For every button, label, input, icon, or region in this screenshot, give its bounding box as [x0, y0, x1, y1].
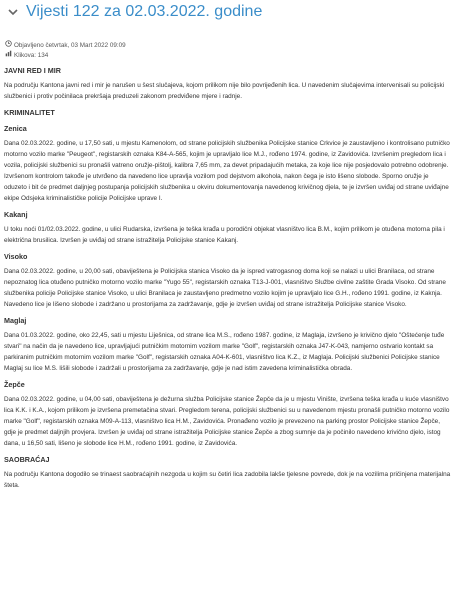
article-body — [4, 66, 452, 491]
section-heading-kriminalitet: KRIMINALITET — [4, 108, 55, 117]
hits-row — [4, 50, 452, 60]
paragraph-zenica: Dana 02.03.2022. godine, u 17,50 sati, u mjestu Kamenolom, od strane policijskih službenika Policijske stanice Crkvice je zaustavljeno i kontrolisano putničko motorno vozilo marke "Peugeot", registarskih oznaka K84-A-565, kojim je upravljalo lice M.J., rođeno 1974. godine, iz Zavidovića. Izvršenim pregledom lica i vozila, policijski službenici su pronašli vatreno oružje-pištolj, kalibra 7,65 mm, za devet pripadajućih metaka, za koje lice nije posjedovalo potrebno odobrenje. Izvršenom kontrolom takođe je utvrđeno da navedeno lice upravlja vozilom pod dejstvom alkohola, nakon čega je isto lišeno slobode. Sporno oružje je oduzeto i bit će predmet daljnjeg postupanja policijskih službenika u okviru dokumentovanja navedenog krivičnog djela, te je izvršen uviđaj od strane uviđajne ekipe Odsjeka kriminalističke policije Policijske uprave I. — [4, 140, 450, 202]
paragraph-saobracaj: Na području Kantona dogodilo se trinaest saobraćajnih nezgoda u kojim su četiri lica zadobila lakše tjelesne povrede, dok je na vozilima pričinjena materijalna šteta. — [4, 471, 451, 489]
published-date: Objavljeno četvrtak, 03 Mart 2022 09:09 — [14, 42, 126, 49]
paragraph-maglaj: Dana 01.03.2022. godine, oko 22,45, sati u mjestu Liješnica, od strane lica M.S., rođeno 1987. godine, iz Maglaja, izvršeno je krivično djelo "Oštećenje tuđe stvari" na način da je navedeno lice, upravljajući putničkim motornim vozilom marke "Golf", registarskih oznaka J47-K-043, namjerno ostvario kontakt sa parkiranim putničkim motornim vozilom marke "Golf", registarskih oznaka A04-K-601, vlasništvo lica K.Z., iz Maglaja. Policijski službenici Policijske stanice Maglaj su lice M.S. lišili slobode i zadržali u prostorijama za zadržavanje, gdje je nad istim zavedena kriminalistička obrada. — [4, 332, 445, 372]
article-title[interactable]: Vijesti 122 za 02.03.2022. godine — [26, 3, 263, 20]
subheading-zenica: Zenica — [4, 124, 27, 133]
paragraph-kakanj: U toku noći 01/02.03.2022. godine, u ulici Rudarska, izvršena je teška krađa u porodični objekat vlasništvo lica B.M., kojim prilikom je otuđena motorna pila i električna brusilica. Izvršen je uviđaj od strane istražitelja Policijske stanice Kakanj. — [4, 226, 445, 244]
hits-count: Klikova: 134 — [14, 52, 49, 59]
paragraph-visoko: Dana 02.03.2022. godine, u 20,00 sati, obaviještena je Policijska stanica Visoko da je ispred vatrogasnog doma koji se nalazi u ulici Branilaca, od strane nepoznatog lica otuđeno putničko motorno vozilo marke "Yugo 55", registarskih oznaka T13-J-001, vlasništvo Službe civilne zaštite Grada Visoko. Od strane službenika policije Policijske stanice Visoko, u ulici Branilaca je zaustavljeno predmetno vozilo kojim je upravljalo lice G.H., rođeno 1991. godine, iz Kaknja. Navedeno lice je lišeno slobode i zadržano u prostorijama za zadržavanje, gdje je izvršen uviđaj od strane istražitelja Policijske stanice Visoko. — [4, 268, 446, 308]
article-header — [4, 0, 452, 24]
section-heading-javni-red: JAVNI RED I MIR — [4, 66, 61, 75]
subheading-visoko: Visoko — [4, 252, 28, 261]
subheading-kakanj: Kakanj — [4, 210, 28, 219]
chevron-down-icon[interactable] — [6, 5, 20, 19]
paragraph-javni-red: Na području Kantona javni red i mir je narušen u šest slučajeva, kojom prilikom nije bilo povrijeđenih lica. U navedenim slučajevima intervenisali su policijski službenici i protiv počinilaca prekršaja preduzeli zakonom predviđene mjere i radnje. — [4, 82, 445, 100]
bar-chart-icon — [4, 50, 12, 60]
clock-icon — [4, 40, 12, 50]
section-heading-saobracaj: SAOBRAĆAJ — [4, 455, 50, 464]
subheading-zepce: Žepče — [4, 380, 25, 389]
article-meta — [4, 40, 452, 60]
subheading-maglaj: Maglaj — [4, 316, 27, 325]
published-row — [4, 40, 452, 50]
paragraph-zepce: Dana 02.03.2022. godine, u 04,00 sati, obaviještena je dežurna služba Policijske stanice Žepče da je u mjestu Vinište, izvršena teška krađa u kuće vlasništvo lica K.K. i K.A., kojom prilikom je izvršena premetačina stvari. Pregledom terena, policijski službenici su u navedenom mjestu pronašli putničko motorno vozilo marke "Golf", registarskih oznaka M09-A-113, vlasništvo lica H.M., Zavidovića. Pronađeno vozilo je prevezeno na parking prostor Policijske stanice Žepče, gdje je predmet daljnjih provjera. Izvršen je uviđaj od strane istražitelja Policijske stanice Žepče a zbog sumnje da je počinilo navedeno krivično djelo, istog dana, u 16,50 sati, lišeno je slobode lice H.M., rođeno 1991. godine, iz Zavidovića. — [4, 396, 450, 447]
